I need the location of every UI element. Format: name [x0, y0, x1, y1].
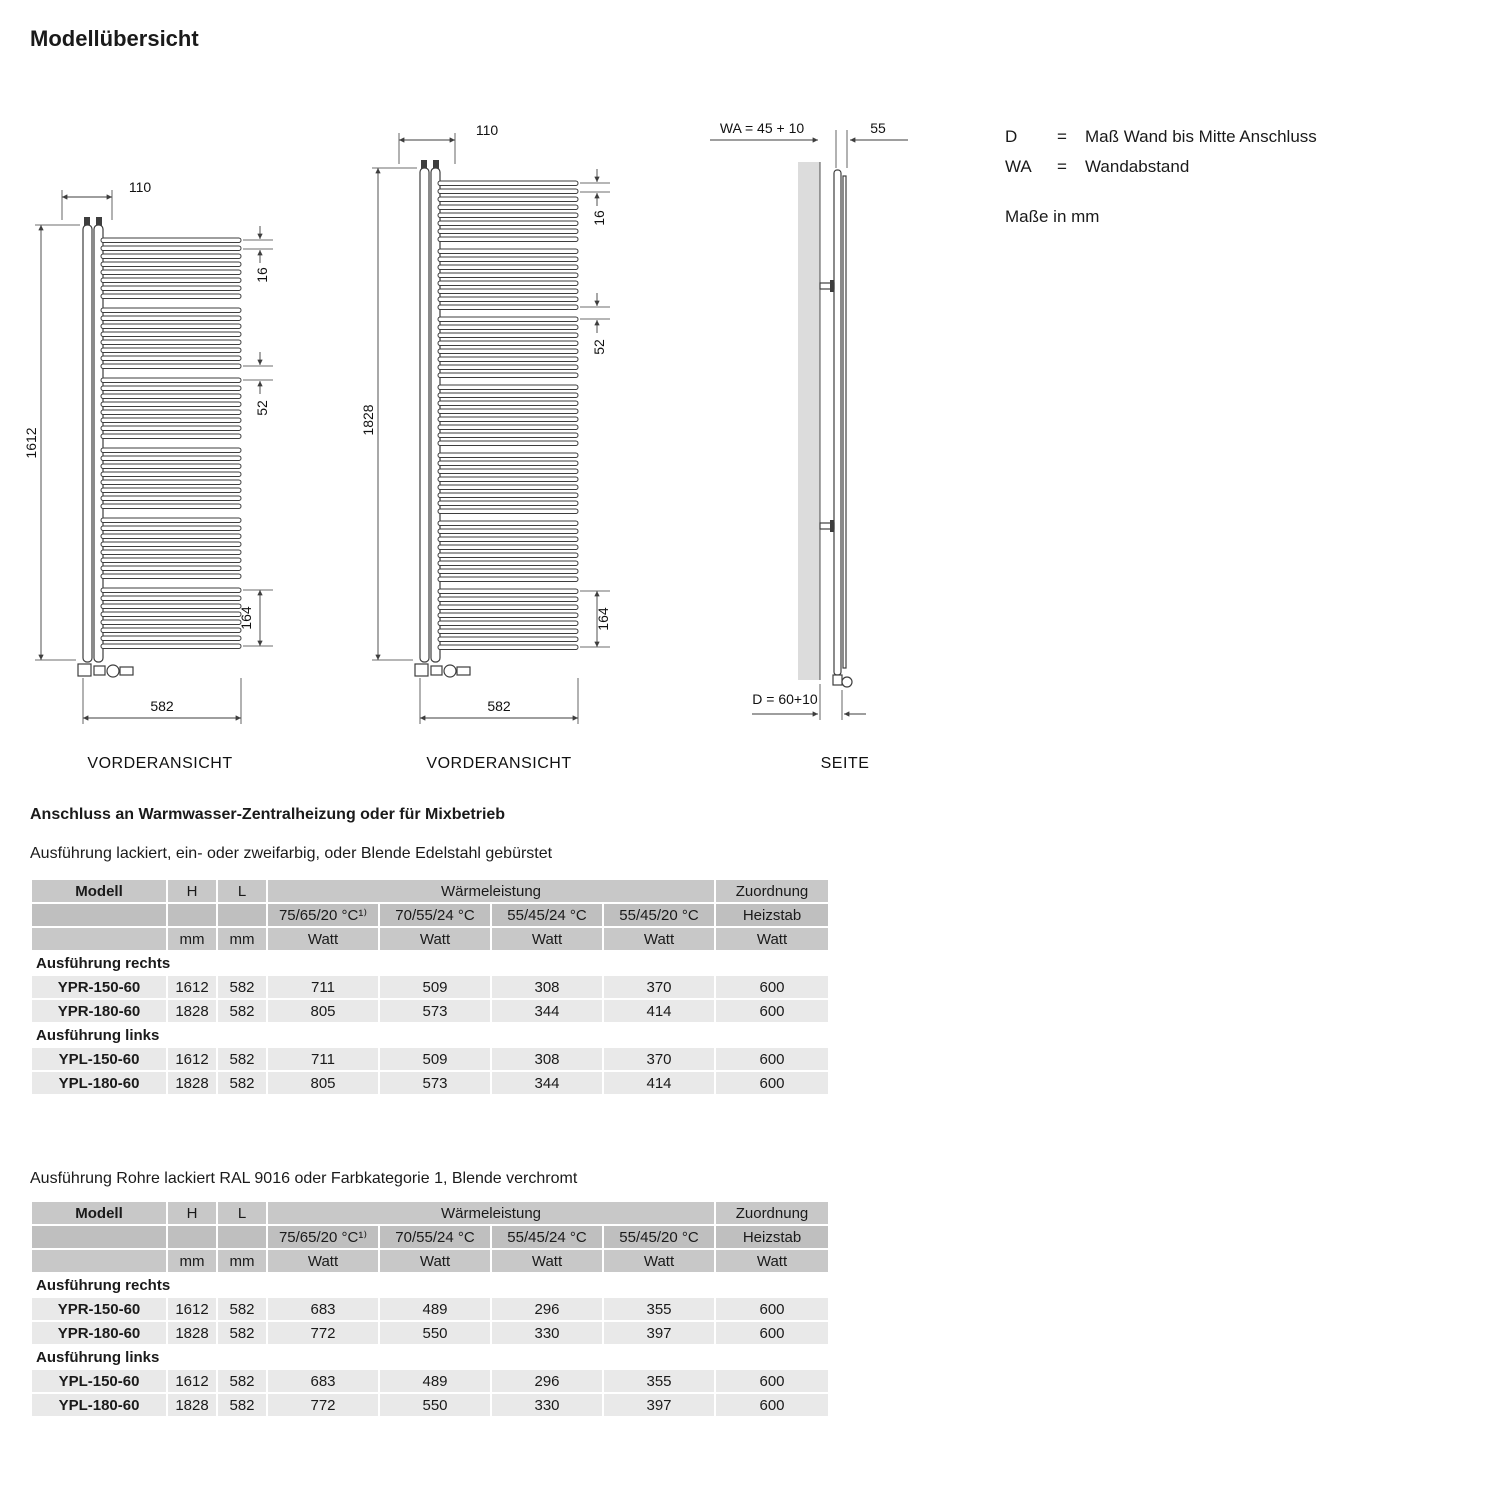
- value-cell: 600: [716, 1048, 828, 1070]
- radiator-tube: [438, 417, 578, 422]
- value-cell: 550: [380, 1322, 490, 1344]
- col-header-unit: mm: [218, 1250, 266, 1272]
- value-cell: 414: [604, 1072, 714, 1094]
- value-cell: 582: [218, 1298, 266, 1320]
- dim-d: D = 60+10: [752, 691, 818, 707]
- radiator-tube: [438, 265, 578, 270]
- col-header-zuordnung: Zuordnung: [716, 1202, 828, 1224]
- value-cell: 308: [492, 1048, 602, 1070]
- radiator-tube: [101, 426, 241, 431]
- value-cell: 550: [380, 1394, 490, 1416]
- table1-subtitle: Ausführung lackiert, ein- oder zweifarbig, oder Blende Edelstahl gebürstet: [30, 845, 553, 862]
- dim-width-left: 582: [150, 698, 174, 714]
- radiator-tube: [101, 574, 241, 579]
- radiator-tube: [438, 509, 578, 514]
- radiator-tube: [438, 385, 578, 390]
- col-header-unit: mm: [168, 1250, 216, 1272]
- col-header-waermeleistung: Wärmeleistung: [268, 880, 714, 902]
- spec-table-warmwasser: [30, 878, 830, 1096]
- radiator-tube: [438, 349, 578, 354]
- model-cell: YPL-180-60: [32, 1072, 166, 1094]
- table-row: [32, 1048, 828, 1070]
- legend-value-d: Maß Wand bis Mitte Anschluss: [1085, 127, 1317, 146]
- spacer-cell: [218, 1226, 266, 1248]
- radiator-tube: [438, 493, 578, 498]
- legend-row-wa: [1005, 152, 1317, 182]
- dim-bottom-group-left: 164: [238, 606, 254, 630]
- table-row: [32, 1370, 828, 1392]
- dim-depth: 55: [870, 120, 886, 136]
- spacer-cell: [32, 904, 166, 926]
- value-cell: 397: [604, 1322, 714, 1344]
- radiator-tube: [101, 270, 241, 275]
- col-header-temp: 75/65/20 °C¹⁾: [268, 904, 378, 926]
- table-row: [32, 1000, 828, 1022]
- radiator-tube: [438, 485, 578, 490]
- value-cell: 711: [268, 976, 378, 998]
- value-cell: 344: [492, 1072, 602, 1094]
- legend: [1005, 122, 1317, 232]
- valve-knob: [842, 677, 852, 687]
- model-cell: YPR-150-60: [32, 1298, 166, 1320]
- value-cell: 370: [604, 1048, 714, 1070]
- radiator-tube: [101, 628, 241, 633]
- technical-drawings: [10, 90, 980, 790]
- table-row: [32, 976, 828, 998]
- collector-tube: [83, 225, 92, 662]
- col-header-zuordnung: Zuordnung: [716, 880, 828, 902]
- legend-key-wa: WA: [1005, 157, 1032, 176]
- model-cell: YPR-150-60: [32, 976, 166, 998]
- radiator-tube: [438, 613, 578, 618]
- radiator-tube: [101, 596, 241, 601]
- radiator-tube: [438, 257, 578, 262]
- col-header-modell: Modell: [32, 1202, 166, 1224]
- value-cell: 1828: [168, 1322, 216, 1344]
- col-header-temp: 70/55/24 °C: [380, 1226, 490, 1248]
- radiator-tube: [101, 394, 241, 399]
- value-cell: 509: [380, 1048, 490, 1070]
- radiator-tube: [438, 213, 578, 218]
- side-view-label: SEITE: [820, 755, 870, 772]
- value-cell: 296: [492, 1370, 602, 1392]
- group-label-row: [32, 1024, 828, 1046]
- radiator-tube: [101, 402, 241, 407]
- col-header-temp: 55/45/24 °C: [492, 1226, 602, 1248]
- radiator-tube: [101, 504, 241, 509]
- legend-value-wa: Wandabstand: [1085, 157, 1190, 176]
- value-cell: 600: [716, 1298, 828, 1320]
- value-cell: 1612: [168, 976, 216, 998]
- model-cell: YPR-180-60: [32, 1000, 166, 1022]
- value-cell: 1828: [168, 1072, 216, 1094]
- col-header-unit: Watt: [492, 928, 602, 950]
- radiator-tube: [101, 636, 241, 641]
- front-view-middle-drawing: [415, 160, 578, 677]
- radiator-tube: [438, 645, 578, 650]
- col-header-unit: Watt: [492, 1250, 602, 1272]
- radiator-tube: [438, 305, 578, 310]
- radiator-tube: [438, 589, 578, 594]
- value-cell: 489: [380, 1298, 490, 1320]
- radiator-tube: [101, 316, 241, 321]
- radiator-tube: [438, 441, 578, 446]
- radiator-tube: [101, 418, 241, 423]
- collector-tube: [420, 168, 429, 662]
- radiator-tube: [101, 612, 241, 617]
- radiator-tube: [101, 526, 241, 531]
- valve-knob: [107, 665, 119, 677]
- value-cell: 805: [268, 1072, 378, 1094]
- col-header-h: H: [168, 1202, 216, 1224]
- radiator-tube: [438, 333, 578, 338]
- radiator-tube: [438, 341, 578, 346]
- radiator-tube: [101, 604, 241, 609]
- radiator-tube: [101, 386, 241, 391]
- model-cell: YPR-180-60: [32, 1322, 166, 1344]
- radiator-tube: [438, 425, 578, 430]
- radiator-tube: [101, 472, 241, 477]
- value-cell: 600: [716, 976, 828, 998]
- radiator-tube: [101, 588, 241, 593]
- radiator-tube: [438, 373, 578, 378]
- col-header-unit: Watt: [268, 1250, 378, 1272]
- wall-bracket: [830, 280, 834, 292]
- radiator-tube: [438, 197, 578, 202]
- radiator-tube: [438, 401, 578, 406]
- value-cell: 600: [716, 1394, 828, 1416]
- value-cell: 1612: [168, 1298, 216, 1320]
- value-cell: 296: [492, 1298, 602, 1320]
- spec-table-verchromt: [30, 1200, 830, 1418]
- radiator-tube: [438, 317, 578, 322]
- col-header-heizstab: Heizstab: [716, 904, 828, 926]
- value-cell: 330: [492, 1322, 602, 1344]
- radiator-tube: [101, 340, 241, 345]
- radiator-tube: [438, 433, 578, 438]
- col-header-unit: Watt: [380, 928, 490, 950]
- front-left-label: VORDERANSICHT: [87, 755, 233, 772]
- value-cell: 330: [492, 1394, 602, 1416]
- dim-group-gap-left: 52: [254, 400, 270, 416]
- dim-top-width-middle: 110: [475, 122, 499, 138]
- col-header-unit: Watt: [716, 928, 828, 950]
- dim-height-middle: 1828: [360, 404, 376, 436]
- radiator-tube: [101, 496, 241, 501]
- model-cell: YPL-150-60: [32, 1370, 166, 1392]
- dim-tube-gap-left: 16: [254, 267, 270, 283]
- radiator-tube: [101, 410, 241, 415]
- col-header-unit: Watt: [604, 928, 714, 950]
- front-middle-label: VORDERANSICHT: [426, 755, 572, 772]
- value-cell: 582: [218, 1048, 266, 1070]
- spacer-cell: [32, 1250, 166, 1272]
- dim-height-left: 1612: [23, 427, 39, 459]
- front-view-left-drawing: [78, 217, 241, 677]
- valve: [78, 664, 91, 676]
- value-cell: 772: [268, 1394, 378, 1416]
- valve-knob: [444, 665, 456, 677]
- radiator-tube: [101, 246, 241, 251]
- radiator-tube: [101, 238, 241, 243]
- radiator-tube: [101, 456, 241, 461]
- value-cell: 1612: [168, 1370, 216, 1392]
- radiator-tube: [438, 605, 578, 610]
- value-cell: 355: [604, 1370, 714, 1392]
- radiator-tube: [438, 501, 578, 506]
- col-header-temp: 70/55/24 °C: [380, 904, 490, 926]
- radiator-tube: [438, 205, 578, 210]
- radiator-tube: [438, 469, 578, 474]
- group-label: Ausführung rechts: [32, 952, 828, 974]
- radiator-tube: [101, 518, 241, 523]
- spacer-cell: [168, 1226, 216, 1248]
- section-heading: Anschluss an Warmwasser-Zentralheizung oder für Mixbetrieb: [30, 806, 506, 823]
- value-cell: 509: [380, 976, 490, 998]
- radiator-tube: [438, 529, 578, 534]
- radiator-tube: [438, 461, 578, 466]
- group-label: Ausführung links: [32, 1346, 828, 1368]
- radiator-tube: [101, 356, 241, 361]
- col-header-unit: mm: [168, 928, 216, 950]
- radiator-tube: [101, 558, 241, 563]
- dim-bottom-group-middle: 164: [595, 607, 611, 631]
- valve: [415, 664, 428, 676]
- radiator-tube: [101, 262, 241, 267]
- value-cell: 711: [268, 1048, 378, 1070]
- wall-bracket: [830, 520, 834, 532]
- col-header-temp: 55/45/20 °C: [604, 904, 714, 926]
- tube-group: [101, 238, 241, 649]
- value-cell: 582: [218, 976, 266, 998]
- value-cell: 1828: [168, 1394, 216, 1416]
- radiator-tube: [438, 189, 578, 194]
- col-header-modell: Modell: [32, 880, 166, 902]
- table-row: [32, 1072, 828, 1094]
- radiator-tube: [101, 434, 241, 439]
- group-label: Ausführung links: [32, 1024, 828, 1046]
- radiator-tube: [438, 357, 578, 362]
- value-cell: 683: [268, 1370, 378, 1392]
- col-header-unit: Watt: [604, 1250, 714, 1272]
- spacer-cell: [168, 904, 216, 926]
- side-view-drawing: [798, 162, 852, 687]
- radiator-tube: [438, 221, 578, 226]
- radiator-profile: [834, 170, 841, 675]
- radiator-tube: [101, 364, 241, 369]
- col-header-heizstab: Heizstab: [716, 1226, 828, 1248]
- radiator-tube: [438, 453, 578, 458]
- radiator-tube: [438, 577, 578, 582]
- radiator-tube: [101, 308, 241, 313]
- value-cell: 582: [218, 1000, 266, 1022]
- radiator-tube: [101, 542, 241, 547]
- value-cell: 600: [716, 1370, 828, 1392]
- radiator-tube: [438, 553, 578, 558]
- legend-eq: =: [1057, 127, 1067, 146]
- value-cell: 805: [268, 1000, 378, 1022]
- page-title: Modellübersicht: [30, 26, 199, 51]
- col-header-unit: Watt: [716, 1250, 828, 1272]
- radiator-tube: [101, 550, 241, 555]
- radiator-tube: [101, 620, 241, 625]
- wall: [798, 162, 820, 680]
- value-cell: 600: [716, 1072, 828, 1094]
- radiator-tube: [101, 566, 241, 571]
- value-cell: 1828: [168, 1000, 216, 1022]
- value-cell: 582: [218, 1072, 266, 1094]
- group-label-row: [32, 1346, 828, 1368]
- radiator-tube: [101, 480, 241, 485]
- radiator-tube: [438, 237, 578, 242]
- value-cell: 582: [218, 1370, 266, 1392]
- radiator-tube: [438, 521, 578, 526]
- radiator-tube: [438, 289, 578, 294]
- valve: [457, 667, 470, 675]
- dim-group-gap-middle: 52: [591, 339, 607, 355]
- radiator-tube: [101, 644, 241, 649]
- value-cell: 397: [604, 1394, 714, 1416]
- radiator-tube: [438, 273, 578, 278]
- value-cell: 489: [380, 1370, 490, 1392]
- radiator-tube: [101, 348, 241, 353]
- radiator-tube: [101, 294, 241, 299]
- radiator-tube: [101, 332, 241, 337]
- radiator-tube: [438, 637, 578, 642]
- radiator-tube: [101, 278, 241, 283]
- col-header-temp: 55/45/24 °C: [492, 904, 602, 926]
- radiator-tube: [438, 477, 578, 482]
- value-cell: 414: [604, 1000, 714, 1022]
- value-cell: 573: [380, 1000, 490, 1022]
- radiator-tube: [438, 621, 578, 626]
- radiator-tube: [101, 488, 241, 493]
- radiator-tube: [438, 181, 578, 186]
- value-cell: 683: [268, 1298, 378, 1320]
- value-cell: 600: [716, 1000, 828, 1022]
- spacer-cell: [32, 928, 166, 950]
- col-header-unit: Watt: [380, 1250, 490, 1272]
- radiator-tube: [438, 629, 578, 634]
- value-cell: 355: [604, 1298, 714, 1320]
- radiator-tube: [101, 534, 241, 539]
- radiator-tube: [438, 569, 578, 574]
- legend-row-d: [1005, 122, 1317, 152]
- radiator-tube: [438, 365, 578, 370]
- group-label-row: [32, 952, 828, 974]
- tube-group: [438, 181, 578, 650]
- valve: [431, 666, 442, 675]
- col-header-h: H: [168, 880, 216, 902]
- table-row: [32, 1394, 828, 1416]
- valve: [94, 666, 105, 675]
- table-row: [32, 1298, 828, 1320]
- collector-tube: [431, 168, 440, 662]
- value-cell: 344: [492, 1000, 602, 1022]
- table2-subtitle: Ausführung Rohre lackiert RAL 9016 oder Farbkategorie 1, Blende verchromt: [30, 1170, 578, 1187]
- radiator-profile-back: [843, 176, 846, 668]
- radiator-tube: [438, 409, 578, 414]
- radiator-tube: [438, 325, 578, 330]
- table-row: [32, 1322, 828, 1344]
- legend-key-d: D: [1005, 127, 1018, 146]
- radiator-tube: [438, 297, 578, 302]
- col-header-temp: 55/45/20 °C: [604, 1226, 714, 1248]
- spacer-cell: [218, 904, 266, 926]
- radiator-tube: [438, 249, 578, 254]
- valve: [833, 675, 842, 685]
- radiator-tube: [438, 281, 578, 286]
- group-label-row: [32, 1274, 828, 1296]
- dim-tube-gap-middle: 16: [591, 210, 607, 226]
- value-cell: 573: [380, 1072, 490, 1094]
- model-cell: YPL-150-60: [32, 1048, 166, 1070]
- spacer-cell: [32, 1226, 166, 1248]
- dim-width-middle: 582: [487, 698, 511, 714]
- value-cell: 582: [218, 1394, 266, 1416]
- radiator-tube: [101, 464, 241, 469]
- radiator-tube: [101, 448, 241, 453]
- radiator-tube: [438, 597, 578, 602]
- radiator-tube: [438, 545, 578, 550]
- dim-top-width-left: 110: [128, 179, 152, 195]
- radiator-tube: [101, 286, 241, 291]
- model-cell: YPL-180-60: [32, 1394, 166, 1416]
- value-cell: 308: [492, 976, 602, 998]
- value-cell: 582: [218, 1322, 266, 1344]
- col-header-unit: mm: [218, 928, 266, 950]
- radiator-tube: [438, 229, 578, 234]
- value-cell: 370: [604, 976, 714, 998]
- dim-wa: WA = 45 + 10: [719, 120, 805, 136]
- radiator-tube: [101, 254, 241, 259]
- radiator-tube: [101, 324, 241, 329]
- radiator-tube: [438, 561, 578, 566]
- valve: [120, 667, 133, 675]
- col-header-temp: 75/65/20 °C¹⁾: [268, 1226, 378, 1248]
- col-header-waermeleistung: Wärmeleistung: [268, 1202, 714, 1224]
- radiator-tube: [101, 378, 241, 383]
- value-cell: 600: [716, 1322, 828, 1344]
- col-header-unit: Watt: [268, 928, 378, 950]
- col-header-l: L: [218, 1202, 266, 1224]
- legend-eq: =: [1057, 157, 1067, 176]
- value-cell: 1612: [168, 1048, 216, 1070]
- group-label: Ausführung rechts: [32, 1274, 828, 1296]
- units-note: Maße in mm: [1005, 207, 1100, 226]
- value-cell: 772: [268, 1322, 378, 1344]
- col-header-l: L: [218, 880, 266, 902]
- radiator-tube: [438, 537, 578, 542]
- radiator-tube: [438, 393, 578, 398]
